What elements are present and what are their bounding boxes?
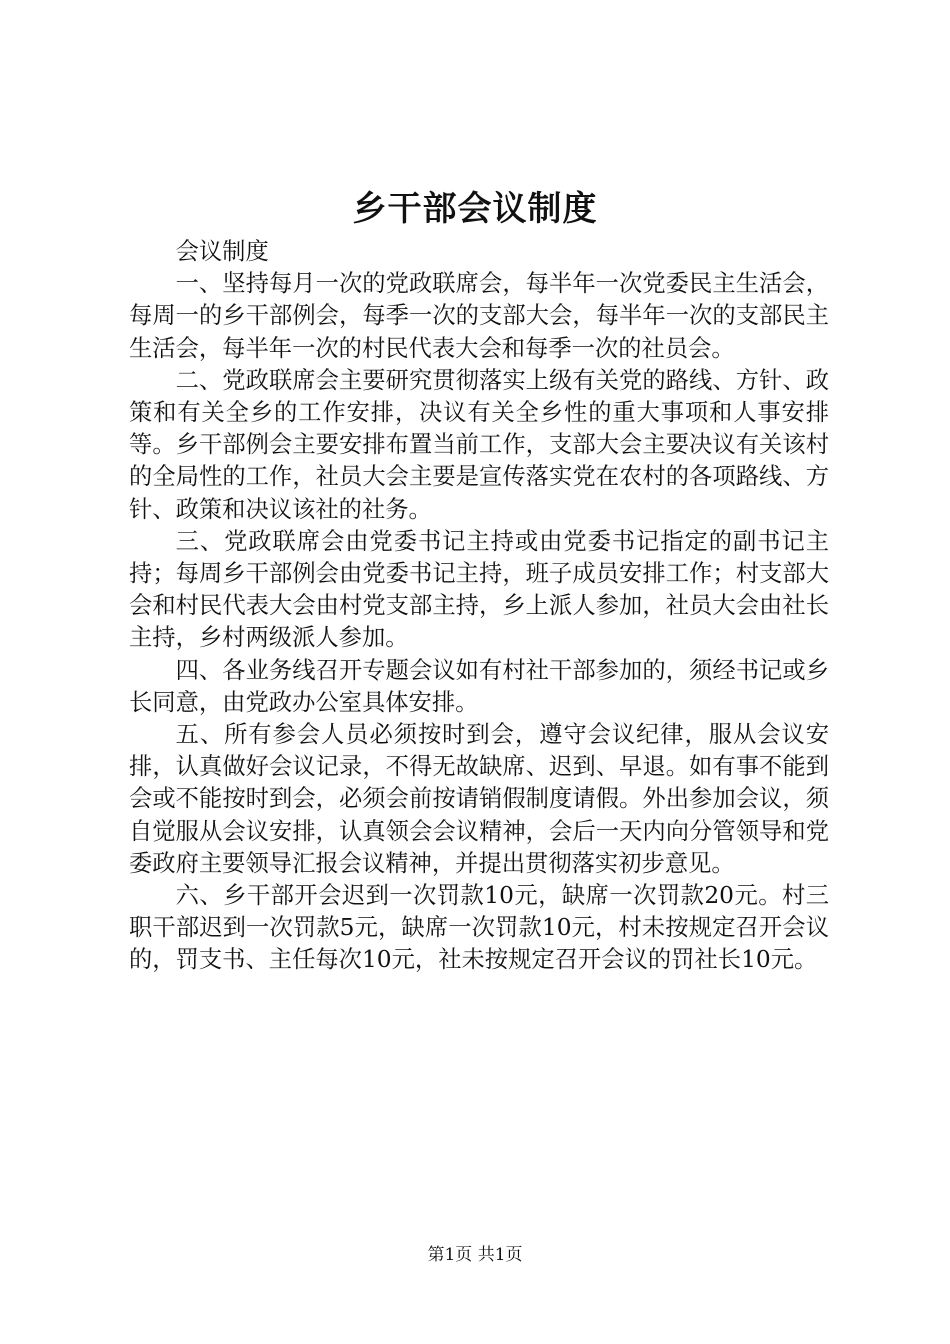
document-body <box>129 236 829 977</box>
document-title: 乡干部会议制度 <box>352 189 598 229</box>
paragraph-6: 六、乡干部开会迟到一次罚款10元，缺席一次罚款20元。村三职干部迟到一次罚款5元，缺席一次罚款10元，村未按规定召开会议的，罚支书、主任每次10元，社未按规定召开会议的罚社长10元。 <box>129 882 829 974</box>
paragraph-4: 四、各业务线召开专题会议如有村社干部参加的，须经书记或乡长同意，由党政办公室具体安排。 <box>129 656 829 716</box>
paragraph-5: 五、所有参会人员必须按时到会，遵守会议纪律，服从会议安排，认真做好会议记录，不得无故缺席、迟到、早退。如有事不能到会或不能按时到会，必须会前按请销假制度请假。外出参加会议，须自觉服从会议安排，认真领会会议精神，会后一天内向分管领导和党委政府主要领导汇报会议精神，并提出贯彻落实初步意见。 <box>129 721 829 877</box>
page-footer: 第1页 共1页 <box>427 1245 523 1265</box>
paragraph-1: 一、坚持每月一次的党政联席会，每半年一次党委民主生活会，每周一的乡干部例会，每季一次的支部大会，每半年一次的支部民主生活会，每半年一次的村民代表大会和每季一次的社员会。 <box>129 270 829 362</box>
paragraph-heading: 会议制度 <box>175 238 269 265</box>
paragraph-3: 三、党政联席会由党委书记主持或由党委书记指定的副书记主持；每周乡干部例会由党委书记主持，班子成员安排工作；村支部大会和村民代表大会由村党支部主持，乡上派人参加，社员大会由社长主持，乡村两级派人参加。 <box>129 527 829 652</box>
paragraph-2: 二、党政联席会主要研究贯彻落实上级有关党的路线、方针、政策和有关全乡的工作安排，决议有关全乡性的重大事项和人事安排等。乡干部例会主要安排布置当前工作，支部大会主要决议有关该村的全局性的工作，社员大会主要是宣传落实党在农村的各项路线、方针、政策和决议该社的社务。 <box>129 366 829 523</box>
